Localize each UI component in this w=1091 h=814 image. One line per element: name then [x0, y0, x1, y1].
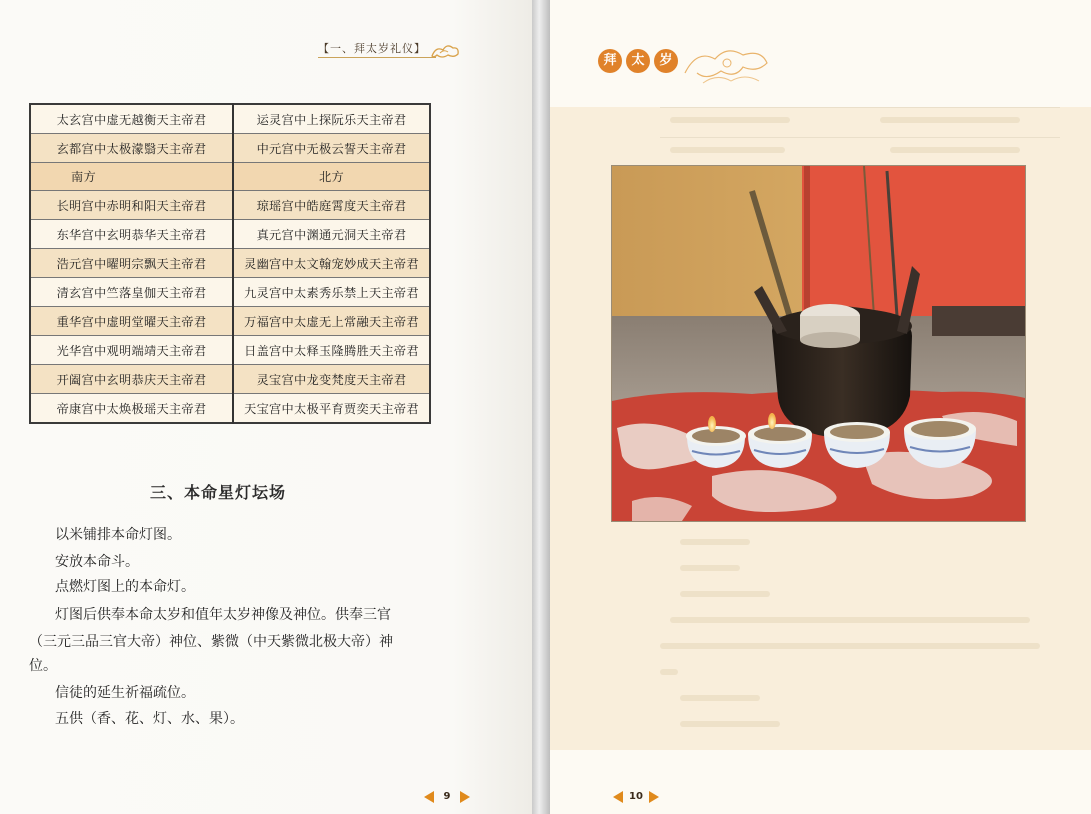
table-row: [30, 220, 430, 249]
running-header: [318, 40, 498, 62]
deity-table: [29, 103, 431, 424]
header-text: 【一、拜太岁礼仪】: [318, 42, 426, 55]
arrow-right-icon: [649, 791, 659, 803]
deity-name-left: 玄都宫中太极濛翳天主帝君: [30, 134, 233, 163]
deity-name-right: 琼瑶宫中皓庭霄度天主帝君: [233, 191, 430, 220]
left-page: [0, 0, 532, 814]
direction-north: 北方: [233, 163, 430, 191]
table-row: [30, 191, 430, 220]
table-row: [30, 134, 430, 163]
ghost-text: [660, 643, 1040, 649]
table-row: [30, 365, 430, 394]
ghost-text: [670, 147, 785, 153]
deity-name-left: 浩元宫中曜明宗飘天主帝君: [30, 249, 233, 278]
paragraph-4-line-1: 灯图后供奉本命太岁和值年太岁神像及神位。供奉三官: [55, 607, 391, 623]
ghost-text: [660, 669, 678, 675]
paragraph-6: 五供（香、花、灯、水、果）。: [55, 711, 244, 727]
paragraph-4-line-3: 位。: [29, 658, 57, 674]
paragraph-1: 以米铺排本命灯图。: [55, 527, 181, 543]
header-rule: [318, 57, 436, 58]
paragraph-3: 点燃灯图上的本命灯。: [55, 579, 195, 595]
arrow-left-icon: [613, 791, 623, 803]
deity-name-left: 光华宫中观明端靖天主帝君: [30, 336, 233, 365]
deity-name-right: 九灵宫中太素秀乐禁上天主帝君: [233, 278, 430, 307]
section-title: 三、本命星灯坛场: [150, 483, 287, 502]
right-page: [550, 0, 1091, 814]
deity-name-left: 太玄宫中虚无越衡天主帝君: [30, 104, 233, 134]
cloud-swirl-icon: [683, 43, 773, 91]
ghost-rule: [660, 137, 1060, 138]
deity-name-right: 灵幽宫中太文翰宠妙成天主帝君: [233, 249, 430, 278]
logo-char-2: 太: [626, 49, 650, 73]
table-row: [30, 278, 430, 307]
book-spine: [532, 0, 550, 814]
page-number-left: [424, 789, 470, 805]
ghost-text: [880, 117, 1020, 123]
table-row: [30, 104, 430, 134]
deity-name-right: 中元宫中无极云誓天主帝君: [233, 134, 430, 163]
table-row: [30, 394, 430, 424]
paragraph-2: 安放本命斗。: [55, 554, 139, 570]
page-number-text: 9: [443, 791, 451, 802]
paragraph-4-line-2: （三元三品三官大帝）神位、紫微（中天紫微北极大帝）神: [29, 634, 393, 650]
table-row: [30, 336, 430, 365]
page-number-text: 10: [629, 791, 643, 802]
arrow-right-icon: [460, 791, 470, 803]
page-number-right: [613, 789, 659, 805]
altar-photo: [611, 165, 1026, 522]
direction-south: 南方: [30, 163, 233, 191]
deity-name-left: 清玄宫中竺落皇伽天主帝君: [30, 278, 233, 307]
ghost-text: [680, 591, 770, 597]
deity-name-right: 运灵宫中上探阮乐天主帝君: [233, 104, 430, 134]
cloud-ornament-icon: [430, 42, 460, 60]
deity-name-left: 帝康宫中太焕极瑶天主帝君: [30, 394, 233, 424]
deity-name-left: 重华宫中虚明堂曜天主帝君: [30, 307, 233, 336]
ghost-text: [680, 721, 780, 727]
logo-char-3: 岁: [654, 49, 678, 73]
table-row: [30, 307, 430, 336]
deity-name-right: 真元宫中渊通元洞天主帝君: [233, 220, 430, 249]
ghost-text: [680, 695, 760, 701]
paragraph-5: 信徒的延生祈福疏位。: [55, 685, 195, 701]
logo-char-1: 拜: [598, 49, 622, 73]
deity-name-left: 长明宫中赤明和阳天主帝君: [30, 191, 233, 220]
ghost-text: [670, 617, 1030, 623]
table-row: [30, 249, 430, 278]
deity-name-right: 日盖宫中太释玉隆腾胜天主帝君: [233, 336, 430, 365]
deity-name-left: 东华宫中玄明恭华天主帝君: [30, 220, 233, 249]
ghost-rule: [660, 107, 1060, 108]
ghost-text: [670, 117, 790, 123]
deity-name-left: 开阖宫中玄明恭庆天主帝君: [30, 365, 233, 394]
deity-name-right: 天宝宫中太极平育贾奕天主帝君: [233, 394, 430, 424]
chapter-logo: [598, 43, 778, 93]
arrow-left-icon: [424, 791, 434, 803]
ghost-text: [680, 539, 750, 545]
deity-name-right: 灵宝宫中龙变梵度天主帝君: [233, 365, 430, 394]
deity-name-right: 万福宫中太虚无上常融天主帝君: [233, 307, 430, 336]
ghost-text: [890, 147, 1020, 153]
direction-row: [30, 163, 430, 191]
ghost-text: [680, 565, 740, 571]
